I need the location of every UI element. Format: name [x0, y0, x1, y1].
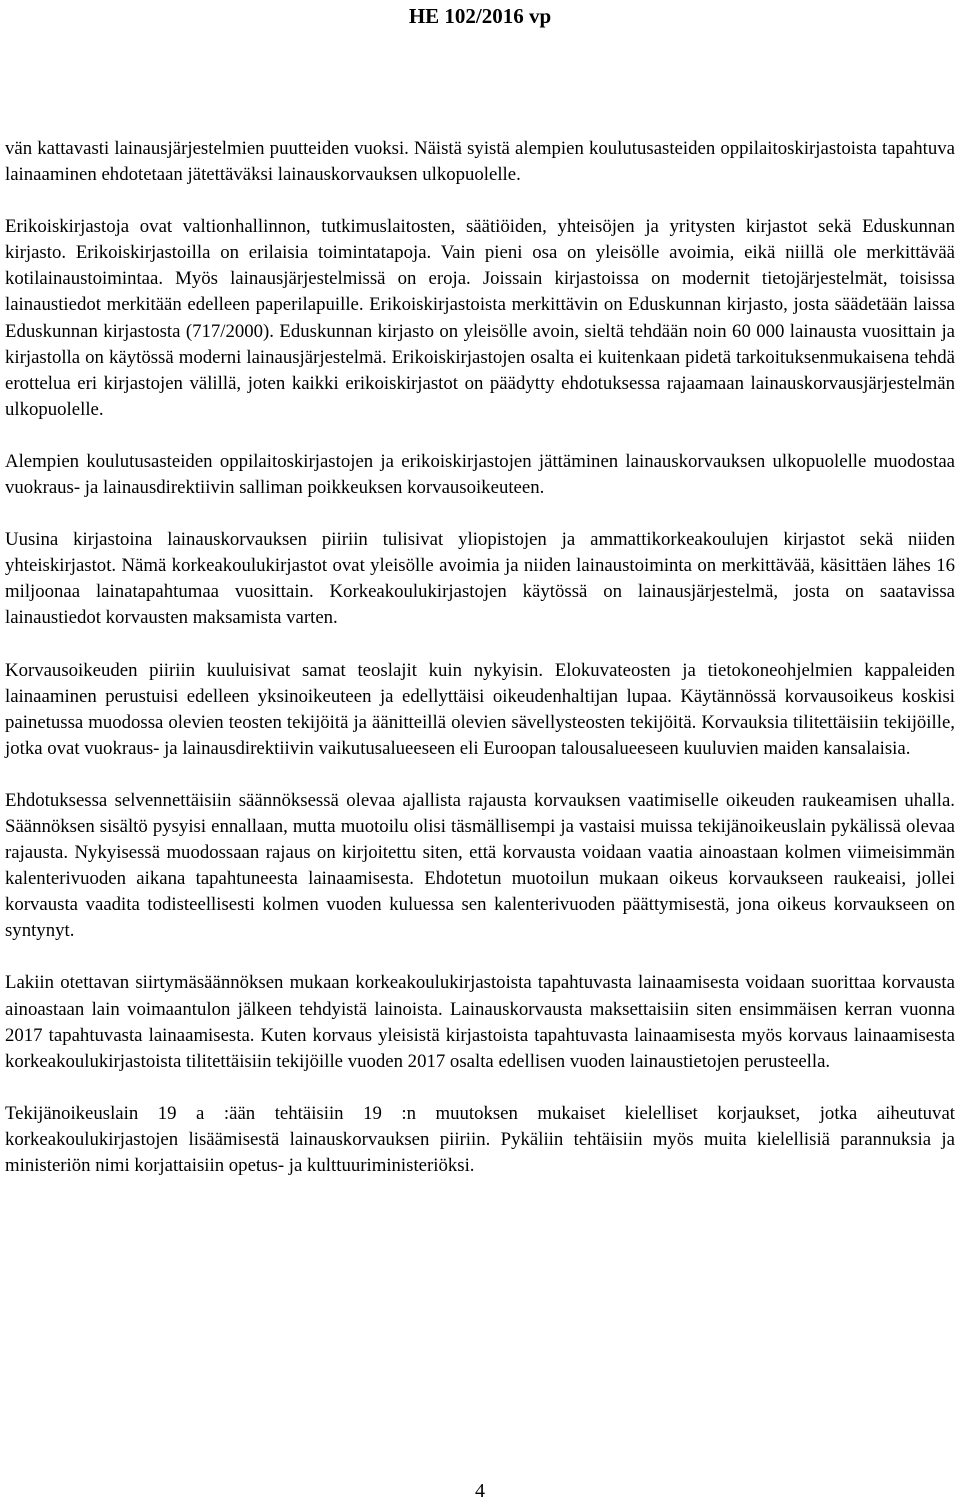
paragraph: Korvausoikeuden piiriin kuuluisivat samat teoslajit kuin nykyisin. Elokuvateosten ja tietokoneohjelmien kappaleiden lainaaminen perustuisi edelleen yksinoikeuteen ja edellyttäisi oikeudenhaltijan lupaa. Käytännössä korvausoikeus koskisi painetussa muodossa olevien teosten tekijöitä ja äänitteillä olevien sävellysteosten tekijöitä. Korvauksia tilitettäisiin tekijöille, jotka ovat vuokraus- ja lainausdirektiivin vaikutusalueeseen eli Euroopan talousalueeseen kuuluvien maiden kansalaisia.	[5, 659, 955, 759]
paragraph: Ehdotuksessa selvennettäisiin säännöksessä olevaa ajallista rajausta korvauksen vaatimiselle oikeuden raukeamisen uhalla. Säännöksen sisältö pysyisi ennallaan, mutta muotoilu olisi täsmällisempi ja vastaisi muissa tekijänoikeuslain pykälissä olevaa rajausta. Nykyisessä muodossaan rajaus on kirjoitettu siten, että korvausta voidaan vaatia ainoastaan kolmen viimeisimmän kalenterivuoden aikana tapahtuneesta lainaamisesta. Ehdotetun muotoilun mukaan oikeus korvaukseen raukeaisi, jollei korvausta vaadita todisteellisesti kolmen vuoden kuluessa sen kalenterivuoden päättymisestä, jona oikeus korvaukseen on syntynyt.	[5, 789, 955, 942]
document-header: HE 102/2016 vp	[408, 4, 552, 28]
paragraph: Lakiin otettavan siirtymäsäännöksen mukaan korkeakoulukirjastoista tapahtuvasta lainaamisesta voidaan suorittaa korvausta ainoastaan lain voimaantulon jälkeen tehdyistä lainoista. Lainauskorvausta maksettaisiin siten ensimmäisen kerran vuonna 2017 tapahtuvasta lainaamisesta. Kuten korvaus yleisistä kirjastoista tapahtuvasta lainaamisesta myös korvaus lainaamisesta korkeakoulukirjastoista tilitettäisiin tekijöille vuoden 2017 osalta edellisen vuoden lainaustietojen perusteella.	[5, 972, 955, 1072]
document-body	[5, 136, 955, 1205]
paragraph: Tekijänoikeuslain 19 a :ään tehtäisiin 19 :n muutoksen mukaiset kielelliset korjaukset, jotka aiheutuvat korkeakoulukirjastojen lisäämisestä lainauskorvauksen piiriin. Pykäliin tehtäisiin myös muita kielellisiä parannuksia ja ministeriön nimi korjattaisiin opetus- ja kulttuuriministeriöksi.	[5, 1102, 955, 1176]
paragraph: vän kattavasti lainausjärjestelmien puutteiden vuoksi. Näistä syistä alempien koulutusasteiden oppilaitoskirjastoista tapahtuva lainaaminen ehdotetaan jätettäväksi lainauskorvauksen ulkopuolelle.	[5, 138, 955, 186]
paragraph: Alempien koulutusasteiden oppilaitoskirjastojen ja erikoiskirjastojen jättäminen lainauskorvauksen ulkopuolelle muodostaa vuokraus- ja lainausdirektiivin salliman poikkeuksen korvausoikeuteen.	[5, 450, 955, 499]
page-number: 4	[475, 1480, 485, 1502]
paragraph: Erikoiskirjastoja ovat valtionhallinnon, tutkimuslaitosten, säätiöiden, yhteisöjen ja yritysten kirjastot sekä Eduskunnan kirjasto. Erikoiskirjastoilla on erilaisia toimintatapoja. Vain pieni osa on yleisölle avoimia, eikä niillä ole merkittävää kotilainaustoimintaa. Myös lainausjärjestelmissä on eroja. Joissain kirjastoissa on modernit tietojärjestelmät, toisissa lainaustiedot merkitään edelleen paperilapuille. Erikoiskirjastoista merkittävin on Eduskunnan kirjasto, josta säädetään laissa Eduskunnan kirjastosta (717/2000). Eduskunnan kirjasto on yleisölle avoin, sieltä tehdään noin 60 000 lainausta vuosittain ja kirjastolla on käytössä moderni lainausjärjestelmä. Erikoiskirjastojen osalta ei kuitenkaan pidetä tarkoituksenmukaisena tehdä erottelua eri kirjastojen välillä, joten kaikki erikoiskirjastot on päädytty ehdotuksessa rajaamaan lainauskorvausjärjestelmän ulkopuolelle.	[5, 216, 955, 420]
paragraph: Uusina kirjastoina lainauskorvauksen piiriin tulisivat yliopistojen ja ammattikorkeakoulujen kirjastot sekä niiden yhteiskirjastot. Nämä korkeakoulukirjastot ovat yleisölle avoimia ja niiden lainaustoiminta on merkittävää, käsittäen lähes 16 miljoonaa lainatapahtumaa vuosittain. Korkeakoulukirjastojen käytössä on lainausjärjestelmä, josta on saatavissa lainaustiedot korvausten maksamista varten.	[5, 529, 955, 629]
